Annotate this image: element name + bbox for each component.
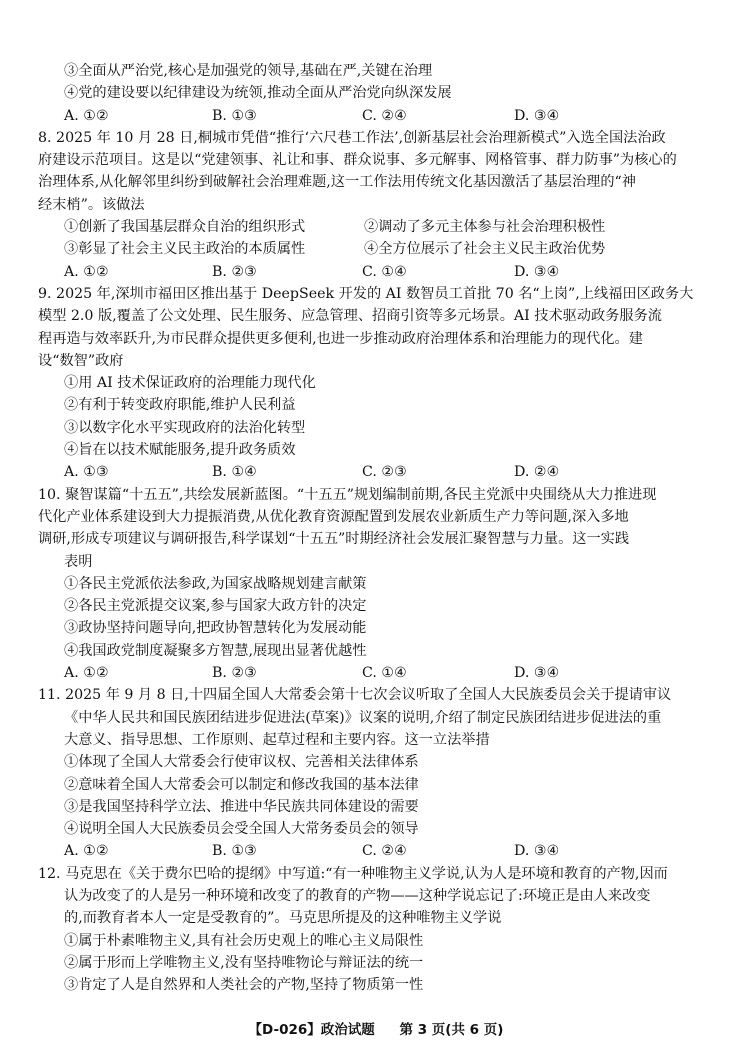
question-stem-line: 调研,形成专项建议与调研报告,科学谋划“十五五”时期经济社会发展汇聚智慧与力量。这一实践	[38, 531, 630, 548]
question-stem-line: 10. 聚智谋篇“十五五”,共绘发展新蓝图。“十五五”规划编制前期,各民主党派中央围绕从大力推进现	[38, 486, 657, 503]
answer-c: C. ②④	[362, 107, 407, 124]
answer-a: A. ①②	[64, 665, 109, 682]
answer-c: C. ①④	[362, 665, 407, 682]
answer-a: A. ①③	[64, 464, 109, 481]
question-stem-line: 设“数智”政府	[38, 352, 124, 369]
question-stem-line: 经末梢”。该做法	[38, 196, 145, 213]
answer-a: A. ①②	[64, 843, 109, 860]
option-row	[38, 216, 728, 238]
answer-choices	[38, 105, 728, 127]
answer-d: D. ③④	[514, 107, 560, 124]
question-stem-line: 治理体系,从化解邻里纠纷到破解社会治理难题,这一工作法用传统文化基因激活了基层治理的“神	[38, 174, 636, 191]
option-2: ②各民主党派提交议案,参与国家大政方针的决定	[64, 598, 367, 615]
option-2: ②调动了多元主体参与社会治理积极性	[364, 219, 606, 236]
answer-b: B. ①③	[212, 107, 257, 124]
answer-b: B. ②③	[212, 263, 257, 280]
page-footer	[0, 1018, 752, 1038]
option-2: ②意味着全国人大常委会可以制定和修改我国的基本法律	[64, 776, 419, 793]
answer-b: B. ①④	[212, 464, 257, 481]
question-stem-line: 的,而教育者本人一定是受教育的”。马克思所提及的这种唯物主义学说	[64, 910, 502, 927]
question-stem-line: 大意义、指导思想、工作原则、起草过程和主要内容。这一立法举措	[64, 731, 490, 748]
question-stem-line: 府建设示范项目。这是以“党建领事、礼让和事、群众说事、多元解事、网格管事、群力防事”为核心的	[38, 152, 677, 169]
question-12	[38, 863, 728, 997]
question-stem-line: 12. 马克思在《关于费尔巴哈的提纲》中写道:“有一种唯物主义学说,认为人是环境和教育的产物,因而	[38, 865, 668, 882]
question-stem-line: 程再造与效率跃升,为市民群众提供更多便利,也进一步推动政府治理体系和治理能力的现代化。建	[38, 330, 643, 347]
option-1: ①各民主党派依法参政,为国家战略规划建言献策	[64, 575, 367, 592]
question-stem-line: 9. 2025 年,深圳市福田区推出基于 DeepSeek 开发的 AI 数智员工首批 70 名“上岗”,上线福田区政务大	[38, 285, 694, 302]
answer-c: C. ②④	[362, 843, 407, 860]
answer-choices	[38, 261, 728, 283]
option-4: ④旨在以技术赋能服务,提升政务质效	[64, 442, 296, 459]
exam-code: 【D-026】政治试题	[248, 1022, 375, 1038]
option-4: ④说明全国人大民族委员会受全国人大常务委员会的领导	[64, 821, 419, 838]
option-1: ①创新了我国基层群众自治的组织形式	[64, 219, 306, 236]
answer-d: D. ③④	[514, 843, 560, 860]
option-3: ③彰显了社会主义民主政治的本质属性	[64, 241, 306, 258]
question-stem-line: 《中华人民共和国民族团结进步促进法(草案)》议案的说明,介绍了制定民族团结进步促进法的重	[64, 709, 662, 726]
option-2: ②属于形而上学唯物主义,没有坚持唯物论与辩证法的统一	[64, 954, 424, 971]
option-3: ③政协坚持问题导向,把政协智慧转化为发展动能	[64, 620, 367, 637]
answer-choices	[38, 461, 728, 483]
question-11	[38, 684, 728, 862]
option-4: ④我国政党制度凝聚多方智慧,展现出显著优越性	[64, 642, 367, 659]
answer-b: B. ②③	[212, 665, 257, 682]
question-9	[38, 283, 728, 484]
question-10	[38, 484, 728, 685]
answer-d: D. ③④	[514, 263, 560, 280]
answer-a: A. ①②	[64, 107, 109, 124]
option-row	[38, 238, 728, 260]
option-3: ③以数字化水平实现政府的法治化转型	[64, 419, 306, 436]
answer-b: B. ①③	[212, 843, 257, 860]
option-4: ④全方位展示了社会主义民主政治优势	[364, 241, 606, 258]
question-stem-line: 模型 2.0 版,覆盖了公文处理、民生服务、应急管理、招商引资等多元场景。AI 技术驱动政务服务流	[38, 308, 662, 325]
answer-choices	[38, 840, 728, 862]
answer-d: D. ③④	[514, 665, 560, 682]
option-1: ①用 AI 技术保证政府的治理能力现代化	[64, 375, 316, 392]
option-3: ③是我国坚持科学立法、推进中华民族共同体建设的需要	[64, 798, 419, 815]
answer-c: C. ②③	[362, 464, 407, 481]
option-1: ①属于朴素唯物主义,具有社会历史观上的唯心主义局限性	[64, 932, 424, 949]
option-3: ③全面从严治党,核心是加强党的领导,基础在严,关键在治理	[64, 63, 433, 79]
question-stem-line: 表明	[64, 553, 93, 570]
answer-d: D. ②④	[514, 464, 560, 481]
question-stem-line: 代化产业体系建设到大力提振消费,从优化教育资源配置到发展农业新质生产力等问题,深入多地	[38, 508, 629, 525]
answer-choices	[38, 662, 728, 684]
option-2: ②有利于转变政府职能,维护人民利益	[64, 397, 296, 414]
page-number: 第 3 页(共 6 页)	[399, 1022, 504, 1038]
answer-c: C. ①④	[362, 263, 407, 280]
question-8	[38, 127, 728, 283]
option-3: ③肯定了人是自然界和人类社会的产物,坚持了物质第一性	[64, 977, 424, 994]
question-stem-line: 认为改变了的人是另一种环境和改变了的教育的产物——这种学说忘记了:环境正是由人来改变	[64, 887, 651, 904]
question-7-continuation	[38, 60, 728, 127]
question-stem-line: 11. 2025 年 9 月 8 日,十四届全国人大常委会第十七次会议听取了全国人大民族委员会关于提请审议	[38, 687, 672, 704]
question-stem-line: 8. 2025 年 10 月 28 日,桐城市凭借“推行‘六尺巷工作法’,创新基层社会治理新模式”入选全国法治政	[38, 129, 666, 146]
answer-a: A. ①②	[64, 263, 109, 280]
option-1: ①体现了全国人大常委会行使审议权、完善相关法律体系	[64, 754, 419, 771]
option-4: ④党的建设要以纪律建设为统领,推动全面从严治党向纵深发展	[64, 85, 452, 102]
